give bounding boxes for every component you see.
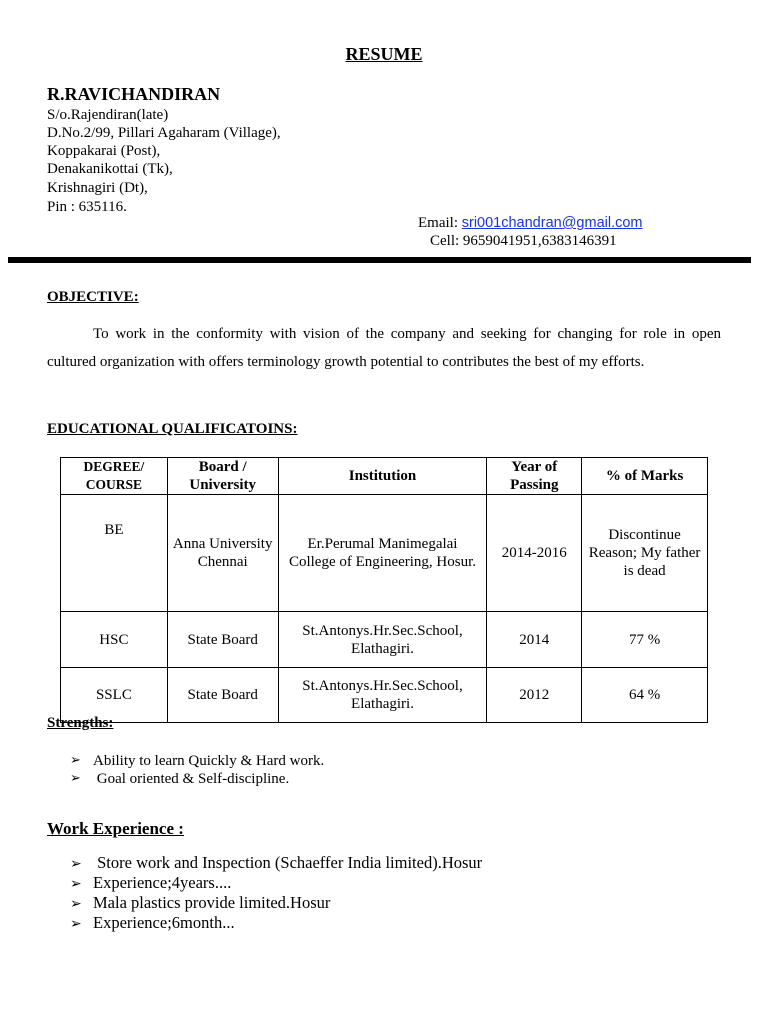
cell-institution: St.Antonys.Hr.Sec.School, Elathagiri.	[278, 612, 487, 668]
table-row	[61, 668, 708, 723]
cell-institution: St.Antonys.Hr.Sec.School, Elathagiri.	[278, 668, 487, 723]
objective-heading: OBJECTIVE:	[47, 289, 139, 305]
strengths-list	[70, 752, 324, 788]
work-item-text: Experience;4years....	[93, 873, 232, 892]
arrow-bullet-icon: ➢	[70, 771, 81, 786]
cell-year: 2014-2016	[487, 495, 582, 612]
list-item	[70, 770, 324, 788]
list-item	[70, 913, 482, 933]
resume-title: RESUME	[345, 44, 423, 64]
address-line-door-no: D.No.2/99, Pillari Agaharam (Village),	[47, 125, 281, 141]
arrow-bullet-icon: ➢	[70, 896, 82, 912]
list-item	[70, 873, 482, 893]
arrow-bullet-icon: ➢	[70, 753, 81, 768]
work-item-text: Experience;6month...	[93, 913, 235, 932]
work-experience-heading: Work Experience :	[47, 819, 184, 838]
work-item-text: Store work and Inspection (Schaeffer India limited).Hosur	[93, 853, 483, 872]
column-header-degree: DEGREE/ COURSE	[61, 458, 168, 495]
address-line-post: Koppakarai (Post),	[47, 143, 161, 159]
cell-year: 2014	[487, 612, 582, 668]
email-line	[418, 215, 643, 232]
cell-board: State Board	[167, 612, 278, 668]
objective-text: To work in the conformity with vision of the company and seeking for changing for role in open cultured organization with offers terminology growth potential to contributes the best of my efforts.	[47, 326, 721, 370]
education-table	[60, 457, 708, 723]
column-header-board: Board / University	[167, 458, 278, 495]
arrow-bullet-icon: ➢	[70, 876, 82, 892]
candidate-name: R.RAVICHANDIRAN	[47, 84, 221, 104]
cell-board: State Board	[167, 668, 278, 723]
address-line-parent: S/o.Rajendiran(late)	[47, 107, 169, 123]
column-header-year: Year of Passing	[487, 458, 582, 495]
arrow-bullet-icon: ➢	[70, 916, 82, 932]
strength-text: Goal oriented & Self-discipline.	[93, 771, 290, 787]
address-line-pin: Pin : 635116.	[47, 199, 127, 215]
cell-degree: HSC	[61, 612, 168, 668]
cell-degree: SSLC	[61, 668, 168, 723]
strength-text: Ability to learn Quickly & Hard work.	[93, 753, 325, 769]
work-item-text: Mala plastics provide limited.Hosur	[93, 893, 331, 912]
email-label: Email:	[418, 215, 458, 231]
arrow-bullet-icon: ➢	[70, 856, 82, 872]
table-header-row	[61, 458, 708, 495]
column-header-marks: % of Marks	[582, 458, 708, 495]
address-line-taluk: Denakanikottai (Tk),	[47, 161, 173, 177]
column-header-institution: Institution	[278, 458, 487, 495]
work-experience-list	[70, 853, 482, 933]
cell-marks: 64 %	[582, 668, 708, 723]
cell-board: Anna University Chennai	[167, 495, 278, 612]
cell-marks: Discontinue Reason; My father is dead	[582, 495, 708, 612]
cell-year: 2012	[487, 668, 582, 723]
table-row	[61, 612, 708, 668]
education-heading: EDUCATIONAL QUALIFICATOINS:	[47, 421, 298, 437]
cell-institution: Er.Perumal Manimegalai College of Engineering, Hosur.	[278, 495, 487, 612]
email-link[interactable]: sri001chandran@gmail.com	[461, 215, 643, 231]
header-divider	[8, 257, 751, 263]
cell-numbers: Cell: 9659041951,6383146391	[430, 233, 617, 249]
strengths-heading: Strengths:	[47, 715, 114, 731]
address-line-district: Krishnagiri (Dt),	[47, 180, 148, 196]
list-item	[70, 853, 482, 873]
cell-marks: 77 %	[582, 612, 708, 668]
list-item	[70, 893, 482, 913]
table-row	[61, 495, 708, 612]
list-item	[70, 752, 324, 770]
cell-degree: BE	[61, 495, 168, 612]
